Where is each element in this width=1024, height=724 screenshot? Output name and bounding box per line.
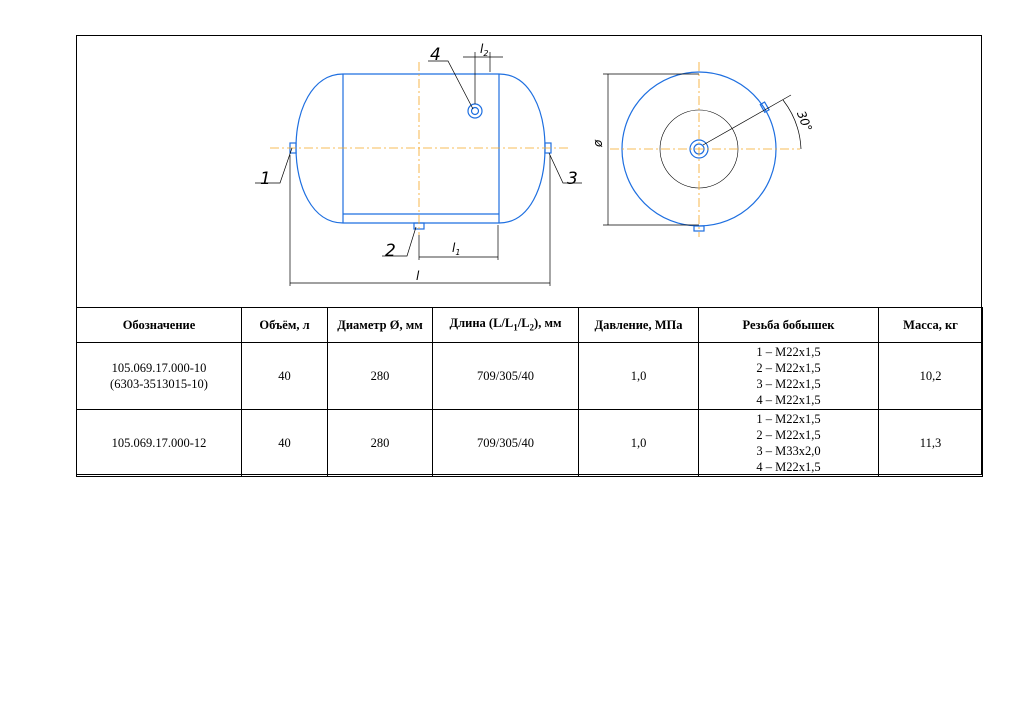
specification-table xyxy=(76,307,983,477)
callout-3: 3 xyxy=(567,169,578,189)
table-row xyxy=(77,343,983,410)
end-angled-boss xyxy=(760,102,769,112)
end-view-axes xyxy=(610,62,800,237)
callout-1: 1 xyxy=(260,169,271,189)
cell-mass: 11,3 xyxy=(879,410,983,477)
header-thread: Резьба бобышек xyxy=(699,308,879,343)
dim-l2-label: $l_2$ xyxy=(480,42,489,58)
cell-length: 709/305/40 xyxy=(433,410,579,477)
cell-designation: 105.069.17.000-10 (6303-3513015-10) xyxy=(77,343,242,410)
end-view-dimensions xyxy=(603,74,801,225)
table-row xyxy=(77,410,983,477)
cell-pressure: 1,0 xyxy=(579,343,699,410)
callout-2: 2 xyxy=(385,241,396,261)
technical-drawing xyxy=(0,0,1024,307)
cell-designation: 105.069.17.000-12 xyxy=(77,410,242,477)
cell-diameter: 280 xyxy=(328,343,433,410)
dim-l1-label: $l_1$ xyxy=(452,241,461,257)
cell-length: 709/305/40 xyxy=(433,343,579,410)
header-diameter: Диаметр Ø, мм xyxy=(328,308,433,343)
table-header-row xyxy=(77,308,983,343)
dim-angle-label: 30° xyxy=(793,108,815,134)
header-pressure: Давление, МПа xyxy=(579,308,699,343)
dim-diameter-label: ø xyxy=(591,139,605,147)
side-view-dimensions xyxy=(255,52,582,286)
cell-diameter: 280 xyxy=(328,410,433,477)
header-designation: Обозначение xyxy=(77,308,242,343)
cell-volume: 40 xyxy=(242,343,328,410)
cell-volume: 40 xyxy=(242,410,328,477)
tank-outline xyxy=(296,74,545,223)
boss-4-outer xyxy=(468,104,482,118)
cell-thread: 1 – М22х1,5 2 – М22х1,5 3 – М22х1,5 4 – М22х1,5 xyxy=(699,343,879,410)
cell-mass: 10,2 xyxy=(879,343,983,410)
receiver-side-view xyxy=(290,74,551,229)
dim-l-label: l xyxy=(416,269,420,283)
header-length: Длина $(L/L_1/L_2)$, мм xyxy=(433,308,579,343)
header-volume: Объём, л xyxy=(242,308,328,343)
cell-pressure: 1,0 xyxy=(579,410,699,477)
callout-4: 4 xyxy=(430,45,441,65)
header-mass: Масса, кг xyxy=(879,308,983,343)
cell-thread: 1 – М22х1,5 2 – М22х1,5 3 – М33х2,0 4 – М22х1,5 xyxy=(699,410,879,477)
